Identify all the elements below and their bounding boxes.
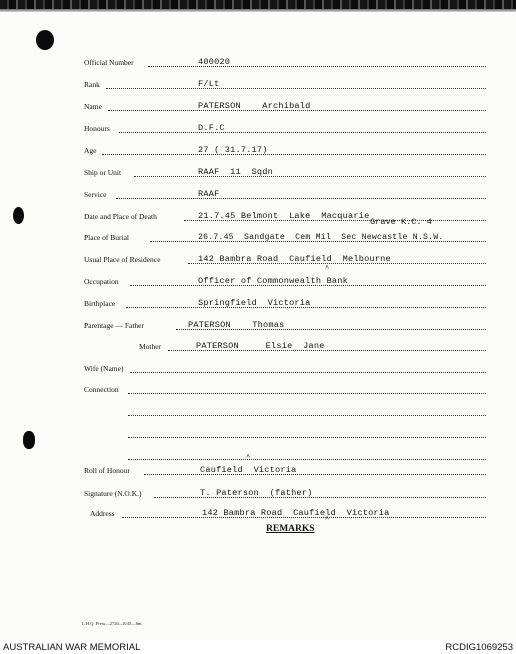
burial-value: 26.7.45 Sandgate Cem Mil Sec Newcastle N.S.W. bbox=[198, 233, 444, 242]
mother-row bbox=[0, 338, 516, 354]
death-label: Date and Place of Death bbox=[84, 212, 157, 221]
residence-label: Usual Place of Residence bbox=[84, 255, 161, 264]
address-row bbox=[0, 505, 516, 521]
correction-caret: ^ bbox=[325, 516, 330, 524]
honours-label: Honours bbox=[84, 124, 110, 133]
official-number-row bbox=[0, 54, 516, 70]
service-row bbox=[0, 186, 516, 202]
roll-row bbox=[0, 462, 516, 478]
signature-row bbox=[0, 485, 516, 501]
connection-row bbox=[0, 381, 516, 397]
unit-label: Ship or Unit bbox=[84, 168, 122, 177]
honours-row bbox=[0, 120, 516, 136]
address-value: 142 Bambra Road Caufield Victoria bbox=[202, 508, 390, 518]
burial-label: Place of Burial bbox=[84, 233, 129, 242]
connection-line-2 bbox=[0, 403, 516, 419]
death-row bbox=[0, 208, 516, 224]
death-value: 21.7.45 Belmont Lake Macquarie bbox=[198, 211, 370, 221]
father-label: Parentage — Father bbox=[84, 321, 144, 330]
remarks-heading: REMARKS bbox=[266, 524, 315, 534]
father-value: PATERSON Thomas bbox=[188, 320, 285, 330]
wife-row bbox=[0, 360, 516, 376]
rank-label: Rank bbox=[84, 80, 100, 89]
unit-row bbox=[0, 164, 516, 180]
correction-caret: ^ bbox=[246, 454, 251, 462]
residence-value: 142 Bambra Road Caufield Melbourne bbox=[198, 254, 391, 264]
burial-row bbox=[0, 229, 516, 245]
birthplace-label: Birthplace bbox=[84, 299, 116, 308]
age-row bbox=[0, 142, 516, 158]
name-label: Name bbox=[84, 102, 102, 111]
footer-record-id: RCDIG1069253 bbox=[445, 642, 513, 653]
service-value: RAAF bbox=[198, 189, 220, 199]
mother-value: PATERSON Elsie Jane bbox=[196, 341, 325, 351]
occupation-row bbox=[0, 273, 516, 289]
scan-edge-shadow bbox=[0, 9, 516, 12]
occupation-value: Officer of Commonwealth Bank bbox=[198, 276, 348, 286]
roll-value: Caufield Victoria bbox=[200, 465, 297, 475]
burial-grave-note: Grave K.C. 4 bbox=[370, 217, 432, 227]
honours-value: D.F.C bbox=[198, 123, 225, 133]
father-row bbox=[0, 317, 516, 333]
age-value: 27 ( 31.7.17) bbox=[198, 145, 268, 155]
printer-note: L.H.Q. Press—2720—8/45—6m. bbox=[82, 621, 143, 626]
residence-row bbox=[0, 251, 516, 267]
occupation-label: Occupation bbox=[84, 277, 119, 286]
connection-line-4 bbox=[0, 447, 516, 463]
rank-row bbox=[0, 76, 516, 92]
archive-footer bbox=[0, 640, 516, 654]
birthplace-row bbox=[0, 295, 516, 311]
mother-label: Mother bbox=[139, 342, 162, 351]
punch-hole-1 bbox=[36, 30, 54, 50]
footer-institution: AUSTRALIAN WAR MEMORIAL bbox=[3, 642, 141, 653]
signature-value: T. Paterson (father) bbox=[200, 488, 313, 498]
roll-label: Roll of Honour bbox=[84, 466, 130, 475]
wife-label: Wife (Name) bbox=[84, 364, 124, 373]
age-label: Age bbox=[84, 146, 97, 155]
connection-line-3 bbox=[0, 425, 516, 441]
official-number-label: Official Number bbox=[84, 58, 134, 67]
address-label: Address bbox=[90, 509, 115, 518]
name-value: PATERSON Archibald bbox=[198, 101, 311, 111]
official-number-value: 400020 bbox=[198, 57, 231, 67]
service-label: Service bbox=[84, 190, 107, 199]
name-row bbox=[0, 98, 516, 114]
rank-value: F/Lt bbox=[198, 79, 220, 89]
signature-label: Signature (N.O.K.) bbox=[84, 489, 142, 498]
correction-caret: ^ bbox=[325, 265, 330, 273]
unit-value: RAAF 11 Sqdn bbox=[198, 167, 273, 177]
scan-edge-top bbox=[0, 0, 516, 9]
birthplace-value: Springfield Victoria bbox=[198, 298, 311, 308]
connection-label: Connection bbox=[84, 385, 119, 394]
